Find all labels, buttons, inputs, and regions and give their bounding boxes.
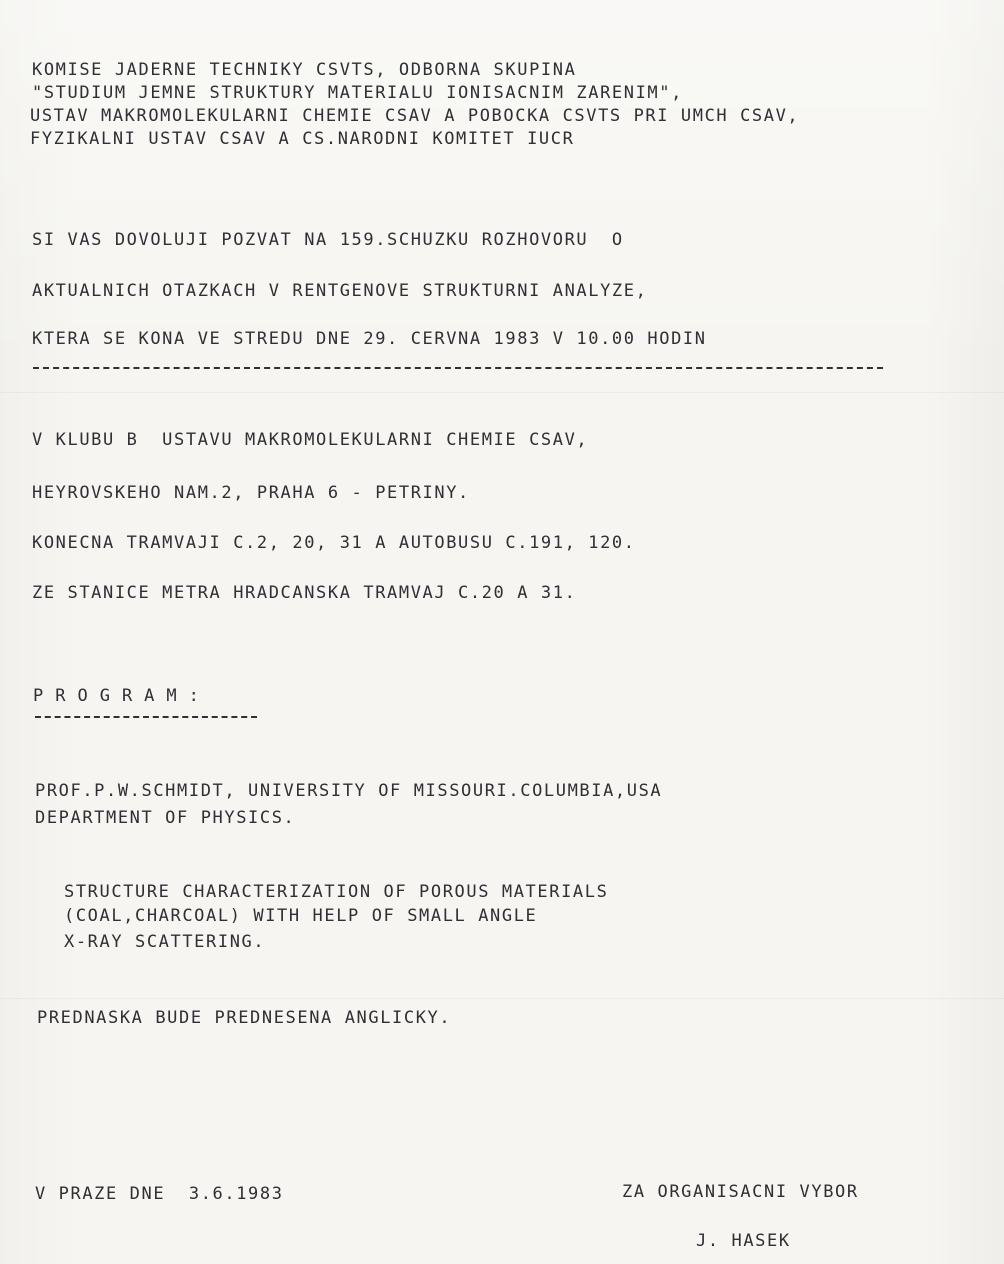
signatory-name: J. HASEK	[696, 1231, 791, 1251]
talk-title-line: STRUCTURE CHARACTERIZATION OF POROUS MATERIALS	[64, 882, 609, 902]
organizing-committee: ZA ORGANISACNI VYBOR	[622, 1182, 859, 1202]
language-note: PREDNASKA BUDE PREDNESENA ANGLICKY.	[37, 1008, 452, 1028]
speaker-line: DEPARTMENT OF PHYSICS.	[35, 808, 296, 828]
program-heading: PROGRAM:	[33, 686, 211, 706]
invitation-line: KTERA SE KONA VE STREDU DNE 29. CERVNA 1983 V 10.00 HODIN	[32, 329, 707, 349]
dashed-underline	[33, 367, 883, 369]
header-line: USTAV MAKROMOLEKULARNI CHEMIE CSAV A POBOCKA CSVTS PRI UMCH CSAV,	[30, 106, 800, 126]
place-and-date: V PRAZE DNE 3.6.1983	[35, 1184, 284, 1204]
header-line: FYZIKALNI USTAV CSAV A CS.NARODNI KOMITET IUCR	[30, 129, 575, 149]
talk-title-line: X-RAY SCATTERING.	[64, 932, 266, 952]
venue-line: HEYROVSKEHO NAM.2, PRAHA 6 - PETRINY.	[32, 483, 470, 503]
speaker-line: PROF.P.W.SCHMIDT, UNIVERSITY OF MISSOURI.COLUMBIA,USA	[35, 781, 663, 801]
header-line: KOMISE JADERNE TECHNIKY CSVTS, ODBORNA SKUPINA	[32, 60, 577, 80]
paper-fold-line	[0, 392, 1004, 393]
venue-line: KONECNA TRAMVAJI C.2, 20, 31 A AUTOBUSU C.191, 120.	[32, 533, 636, 553]
invitation-line: SI VAS DOVOLUJI POZVAT NA 159.SCHUZKU ROZHOVORU O	[32, 230, 624, 250]
header-line: "STUDIUM JEMNE STRUKTURY MATERIALU IONISACNIM ZARENIM",	[32, 83, 683, 103]
program-underline	[35, 716, 257, 718]
venue-line: V KLUBU B USTAVU MAKROMOLEKULARNI CHEMIE CSAV,	[32, 430, 589, 450]
talk-title-line: (COAL,CHARCOAL) WITH HELP OF SMALL ANGLE	[64, 906, 538, 926]
invitation-line: AKTUALNICH OTAZKACH V RENTGENOVE STRUKTURNI ANALYZE,	[32, 281, 648, 301]
paper-fold-line	[0, 998, 1004, 999]
venue-line: ZE STANICE METRA HRADCANSKA TRAMVAJ C.20 A 31.	[32, 583, 577, 603]
